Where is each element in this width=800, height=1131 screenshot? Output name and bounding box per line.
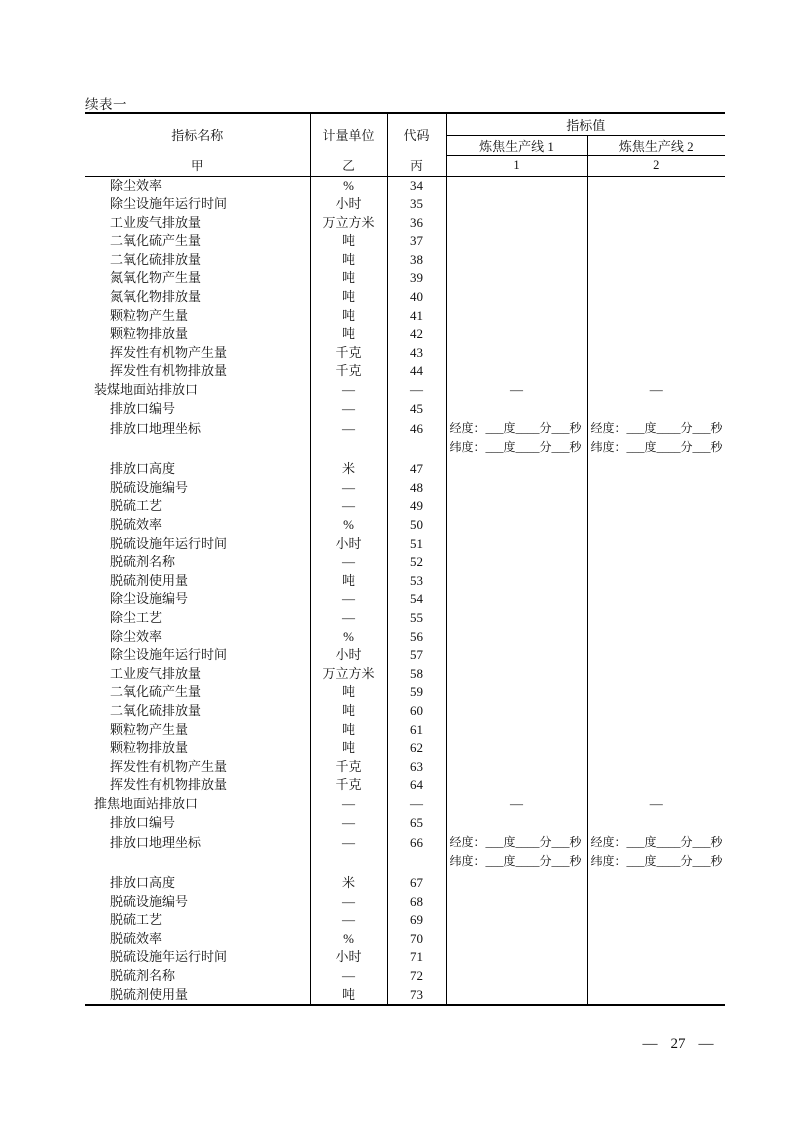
- value-cell-line1: [446, 325, 587, 344]
- code-cell: 70: [387, 930, 446, 949]
- indicator-name: 除尘设施年运行时间: [110, 647, 228, 663]
- indicator-name: 二氧化硫产生量: [110, 684, 202, 700]
- table-row: [85, 776, 725, 795]
- header-code: 代码: [387, 113, 446, 155]
- value-cell-line2: [587, 986, 725, 1006]
- value-cell-line1: —: [446, 381, 587, 400]
- unit-cell: 万立方米: [310, 665, 387, 684]
- value-cell-line2: [587, 288, 725, 307]
- header-production-line-2: 炼焦生产线 2: [587, 135, 725, 155]
- indicator-name: 脱硫设施年运行时间: [110, 949, 228, 965]
- table-row: [85, 479, 725, 498]
- table-row: [85, 497, 725, 516]
- value-cell-line2: [587, 214, 725, 233]
- unit-cell: 米: [310, 874, 387, 893]
- code-cell: 69: [387, 911, 446, 930]
- section-row: [85, 795, 725, 814]
- value-cell-line2: —: [587, 381, 725, 400]
- code-cell: 44: [387, 362, 446, 381]
- table-row: [85, 874, 725, 893]
- unit-cell: 吨: [310, 702, 387, 721]
- table-row: [85, 325, 725, 344]
- table-row: [85, 893, 725, 912]
- table-row: [85, 176, 725, 195]
- code-cell: 72: [387, 967, 446, 986]
- unit-cell: —: [310, 814, 387, 833]
- value-cell-line2: [587, 479, 725, 498]
- indicator-name: 二氧化硫排放量: [110, 251, 202, 267]
- code-cell: 36: [387, 214, 446, 233]
- longitude-blank: 经度：___度____分___秒: [449, 835, 582, 850]
- unit-cell: 吨: [310, 307, 387, 326]
- value-cell-line1: [446, 460, 587, 479]
- unit-cell: 吨: [310, 986, 387, 1006]
- unit-cell: 万立方米: [310, 214, 387, 233]
- table-row: [85, 930, 725, 949]
- column-code-unit: 乙: [310, 155, 387, 176]
- page-footer: [628, 1036, 728, 1053]
- indicator-name: 脱硫设施编号: [110, 479, 189, 495]
- code-cell: 47: [387, 460, 446, 479]
- indicator-name: 脱硫剂使用量: [110, 986, 189, 1002]
- code-cell: 48: [387, 479, 446, 498]
- table-row: [85, 344, 725, 363]
- value-cell-line1: [446, 344, 587, 363]
- indicator-name: 颗粒物产生量: [110, 307, 189, 323]
- code-cell: 62: [387, 739, 446, 758]
- value-cell-line2: [587, 535, 725, 554]
- code-cell: 56: [387, 628, 446, 647]
- code-cell: 39: [387, 269, 446, 288]
- unit-cell: —: [310, 967, 387, 986]
- value-cell-line2: [587, 251, 725, 270]
- table-row: [85, 628, 725, 647]
- code-cell: 73: [387, 986, 446, 1006]
- unit-cell: 千克: [310, 758, 387, 777]
- longitude-blank: 经度：___度____分___秒: [590, 421, 723, 436]
- value-cell-line2: [587, 460, 725, 479]
- value-cell-line2: [587, 400, 725, 419]
- value-cell-line1: [446, 400, 587, 419]
- indicator-name: 除尘工艺: [110, 609, 163, 625]
- value-cell-line1: [446, 702, 587, 721]
- value-cell-line2: [587, 418, 725, 460]
- code-cell: 66: [387, 832, 446, 874]
- indicator-name: 脱硫效率: [110, 930, 163, 946]
- value-cell-line1: [446, 665, 587, 684]
- value-cell-line2: [587, 832, 725, 874]
- code-cell: 37: [387, 232, 446, 251]
- code-cell: 57: [387, 646, 446, 665]
- indicator-name: 二氧化硫排放量: [110, 702, 202, 718]
- table-row: [85, 665, 725, 684]
- table-row: [85, 460, 725, 479]
- code-cell: 34: [387, 176, 446, 195]
- value-cell-line1: [446, 683, 587, 702]
- header-indicator-name: 指标名称: [171, 128, 224, 143]
- value-cell-line1: [446, 628, 587, 647]
- column-code-name: 甲: [85, 155, 310, 176]
- value-cell-line1: [446, 893, 587, 912]
- indicator-name: 排放口编号: [110, 400, 176, 416]
- indicator-name: 装煤地面站排放口: [94, 382, 199, 398]
- unit-cell: —: [310, 893, 387, 912]
- unit-cell: —: [310, 479, 387, 498]
- indicator-name: 脱硫效率: [110, 517, 163, 532]
- value-cell-line1: [446, 776, 587, 795]
- value-cell-line1: [446, 214, 587, 233]
- table-row: [85, 758, 725, 777]
- indicator-name: 脱硫工艺: [110, 912, 163, 928]
- unit-cell: —: [310, 911, 387, 930]
- indicator-name: 除尘设施编号: [110, 591, 189, 607]
- value-cell-line2: [587, 195, 725, 214]
- code-cell: 43: [387, 344, 446, 363]
- header-production-line-1: 炼焦生产线 1: [446, 135, 587, 155]
- indicator-name: 脱硫剂使用量: [110, 572, 189, 588]
- unit-cell: 千克: [310, 362, 387, 381]
- unit-cell: 吨: [310, 269, 387, 288]
- value-cell-line1: [446, 288, 587, 307]
- table-row: [85, 307, 725, 326]
- code-cell: 68: [387, 893, 446, 912]
- table-row: [85, 195, 725, 214]
- unit-cell: 米: [310, 460, 387, 479]
- column-code-row: [85, 155, 725, 176]
- longitude-blank: 经度：___度____分___秒: [590, 835, 723, 850]
- value-cell-line1: [446, 609, 587, 628]
- value-cell-line1: [446, 572, 587, 591]
- header-unit: 计量单位: [310, 113, 387, 155]
- value-cell-line2: [587, 176, 725, 195]
- code-cell: 54: [387, 590, 446, 609]
- value-cell-line2: [587, 874, 725, 893]
- value-cell-line1: [446, 930, 587, 949]
- unit-cell: 千克: [310, 344, 387, 363]
- table-row: [85, 400, 725, 419]
- value-cell-line2: [587, 269, 725, 288]
- value-cell-line1: [446, 497, 587, 516]
- value-cell-line2: [587, 344, 725, 363]
- value-cell-line1: [446, 590, 587, 609]
- table-row: [85, 553, 725, 572]
- indicator-name: 颗粒物排放量: [110, 326, 189, 342]
- table-row: [85, 609, 725, 628]
- indicator-name: 排放口编号: [110, 814, 176, 830]
- table-row: [85, 832, 725, 874]
- unit-cell: —: [310, 832, 387, 874]
- table-row: [85, 814, 725, 833]
- indicator-name: 挥发性有机物排放量: [110, 363, 228, 379]
- table-row: [85, 986, 725, 1006]
- value-cell-line2: [587, 590, 725, 609]
- code-cell: 60: [387, 702, 446, 721]
- value-cell-line1: —: [446, 795, 587, 814]
- value-cell-line2: [587, 814, 725, 833]
- value-cell-line1: [446, 362, 587, 381]
- table-body: [85, 176, 725, 1005]
- longitude-blank: 经度：___度____分___秒: [449, 421, 582, 436]
- indicator-name: 工业废气排放量: [110, 214, 202, 230]
- unit-cell: —: [310, 795, 387, 814]
- value-cell-line2: [587, 665, 725, 684]
- table-row: [85, 590, 725, 609]
- code-cell: —: [387, 795, 446, 814]
- unit-cell: 吨: [310, 683, 387, 702]
- indicator-name: 氮氧化物产生量: [110, 270, 202, 286]
- code-cell: 55: [387, 609, 446, 628]
- indicator-name: 脱硫工艺: [110, 498, 163, 514]
- code-cell: 52: [387, 553, 446, 572]
- value-cell-line1: [446, 251, 587, 270]
- value-cell-line1: [446, 986, 587, 1006]
- value-cell-line2: [587, 683, 725, 702]
- value-cell-line2: [587, 609, 725, 628]
- table-row: [85, 572, 725, 591]
- indicator-name: 挥发性有机物产生量: [110, 758, 228, 774]
- value-cell-line1: [446, 232, 587, 251]
- value-cell-line1: [446, 832, 587, 874]
- table-row: [85, 251, 725, 270]
- table-row: [85, 948, 725, 967]
- value-cell-line2: [587, 702, 725, 721]
- column-code-line2: 2: [587, 155, 725, 176]
- footer-dash-right: —: [698, 1036, 714, 1052]
- indicator-name: 二氧化硫产生量: [110, 233, 202, 249]
- code-cell: 38: [387, 251, 446, 270]
- value-cell-line1: [446, 176, 587, 195]
- value-cell-line2: [587, 776, 725, 795]
- value-cell-line2: [587, 646, 725, 665]
- unit-cell: —: [310, 497, 387, 516]
- unit-cell: 吨: [310, 721, 387, 740]
- unit-cell: 小时: [310, 646, 387, 665]
- header-value-group: 指标值: [446, 113, 725, 135]
- table-row: [85, 721, 725, 740]
- unit-cell: —: [310, 400, 387, 419]
- indicator-name: 推焦地面站排放口: [94, 795, 199, 811]
- table-row: [85, 911, 725, 930]
- code-cell: 51: [387, 535, 446, 554]
- value-cell-line2: —: [587, 795, 725, 814]
- value-cell-line2: [587, 721, 725, 740]
- code-cell: 71: [387, 948, 446, 967]
- unit-cell: 吨: [310, 251, 387, 270]
- unit-cell: 吨: [310, 325, 387, 344]
- unit-cell: —: [310, 590, 387, 609]
- table-row: [85, 214, 725, 233]
- table-row: [85, 702, 725, 721]
- unit-cell: 吨: [310, 288, 387, 307]
- unit-cell: 千克: [310, 776, 387, 795]
- footer-dash-left: —: [642, 1036, 658, 1052]
- value-cell-line1: [446, 721, 587, 740]
- code-cell: 59: [387, 683, 446, 702]
- value-cell-line1: [446, 739, 587, 758]
- indicator-name: 挥发性有机物产生量: [110, 344, 228, 360]
- value-cell-line1: [446, 535, 587, 554]
- value-cell-line2: [587, 362, 725, 381]
- table-row: [85, 646, 725, 665]
- code-cell: 46: [387, 418, 446, 460]
- unit-cell: 小时: [310, 535, 387, 554]
- value-cell-line1: [446, 195, 587, 214]
- value-cell-line1: [446, 516, 587, 535]
- code-cell: 53: [387, 572, 446, 591]
- indicator-name: 排放口高度: [110, 875, 176, 891]
- unit-cell: %: [310, 628, 387, 647]
- table-row: [85, 683, 725, 702]
- value-cell-line2: [587, 911, 725, 930]
- table-row: [85, 232, 725, 251]
- indicator-name: 颗粒物排放量: [110, 740, 189, 756]
- value-cell-line1: [446, 814, 587, 833]
- indicator-name: 排放口地理坐标: [110, 835, 202, 851]
- value-cell-line2: [587, 628, 725, 647]
- value-cell-line2: [587, 967, 725, 986]
- indicator-name: 挥发性有机物排放量: [110, 777, 228, 793]
- table-caption: 续表一: [85, 97, 127, 112]
- code-cell: 42: [387, 325, 446, 344]
- code-cell: 40: [387, 288, 446, 307]
- value-cell-line1: [446, 758, 587, 777]
- code-cell: 61: [387, 721, 446, 740]
- value-cell-line1: [446, 553, 587, 572]
- unit-cell: %: [310, 930, 387, 949]
- value-cell-line1: [446, 967, 587, 986]
- code-cell: 50: [387, 516, 446, 535]
- value-cell-line1: [446, 646, 587, 665]
- latitude-blank: 纬度：___度____分___秒: [590, 854, 723, 869]
- unit-cell: 吨: [310, 232, 387, 251]
- value-cell-line2: [587, 497, 725, 516]
- latitude-blank: 纬度：___度____分___秒: [449, 440, 582, 455]
- indicator-name: 除尘效率: [110, 628, 163, 644]
- indicator-name: 脱硫剂名称: [110, 554, 176, 570]
- value-cell-line1: [446, 948, 587, 967]
- unit-cell: %: [310, 516, 387, 535]
- value-cell-line2: [587, 572, 725, 591]
- indicator-name: 排放口地理坐标: [110, 421, 202, 437]
- indicator-name: 排放口高度: [110, 461, 176, 477]
- value-cell-line2: [587, 307, 725, 326]
- unit-cell: —: [310, 418, 387, 460]
- code-cell: —: [387, 381, 446, 400]
- indicator-name: 脱硫设施编号: [110, 893, 189, 909]
- indicator-name: 颗粒物产生量: [110, 721, 189, 737]
- code-cell: 67: [387, 874, 446, 893]
- table-row: [85, 288, 725, 307]
- value-cell-line2: [587, 930, 725, 949]
- code-cell: 64: [387, 776, 446, 795]
- unit-cell: 吨: [310, 572, 387, 591]
- table-row: [85, 967, 725, 986]
- value-cell-line1: [446, 269, 587, 288]
- table-row: [85, 535, 725, 554]
- value-cell-line2: [587, 893, 725, 912]
- value-cell-line1: [446, 874, 587, 893]
- code-cell: 45: [387, 400, 446, 419]
- header-row-1: [85, 113, 725, 135]
- indicator-name: 工业废气排放量: [110, 665, 202, 681]
- unit-cell: 小时: [310, 195, 387, 214]
- unit-cell: —: [310, 381, 387, 400]
- value-cell-line2: [587, 553, 725, 572]
- code-cell: 49: [387, 497, 446, 516]
- page-number: 27: [670, 1036, 686, 1052]
- table-row: [85, 269, 725, 288]
- value-cell-line1: [446, 418, 587, 460]
- code-cell: 63: [387, 758, 446, 777]
- value-cell-line2: [587, 758, 725, 777]
- value-cell-line2: [587, 325, 725, 344]
- indicator-name: 氮氧化物排放量: [110, 289, 202, 305]
- value-cell-line1: [446, 479, 587, 498]
- section-row: [85, 381, 725, 400]
- unit-cell: —: [310, 609, 387, 628]
- indicator-table: [85, 112, 725, 1006]
- value-cell-line1: [446, 307, 587, 326]
- value-cell-line2: [587, 232, 725, 251]
- unit-cell: —: [310, 553, 387, 572]
- unit-cell: %: [310, 176, 387, 195]
- code-cell: 65: [387, 814, 446, 833]
- latitude-blank: 纬度：___度____分___秒: [590, 440, 723, 455]
- table-row: [85, 516, 725, 535]
- unit-cell: 小时: [310, 948, 387, 967]
- table-row: [85, 362, 725, 381]
- indicator-name: 除尘设施年运行时间: [110, 196, 228, 212]
- unit-cell: 吨: [310, 739, 387, 758]
- value-cell-line2: [587, 516, 725, 535]
- code-cell: 41: [387, 307, 446, 326]
- code-cell: 35: [387, 195, 446, 214]
- latitude-blank: 纬度：___度____分___秒: [449, 854, 582, 869]
- column-code-code: 丙: [387, 155, 446, 176]
- column-code-line1: 1: [446, 155, 587, 176]
- value-cell-line2: [587, 948, 725, 967]
- indicator-name: 除尘效率: [110, 177, 163, 193]
- indicator-name: 脱硫剂名称: [110, 968, 176, 984]
- value-cell-line2: [587, 739, 725, 758]
- indicator-name: 脱硫设施年运行时间: [110, 535, 228, 551]
- table-row: [85, 418, 725, 460]
- table-row: [85, 739, 725, 758]
- value-cell-line1: [446, 911, 587, 930]
- code-cell: 58: [387, 665, 446, 684]
